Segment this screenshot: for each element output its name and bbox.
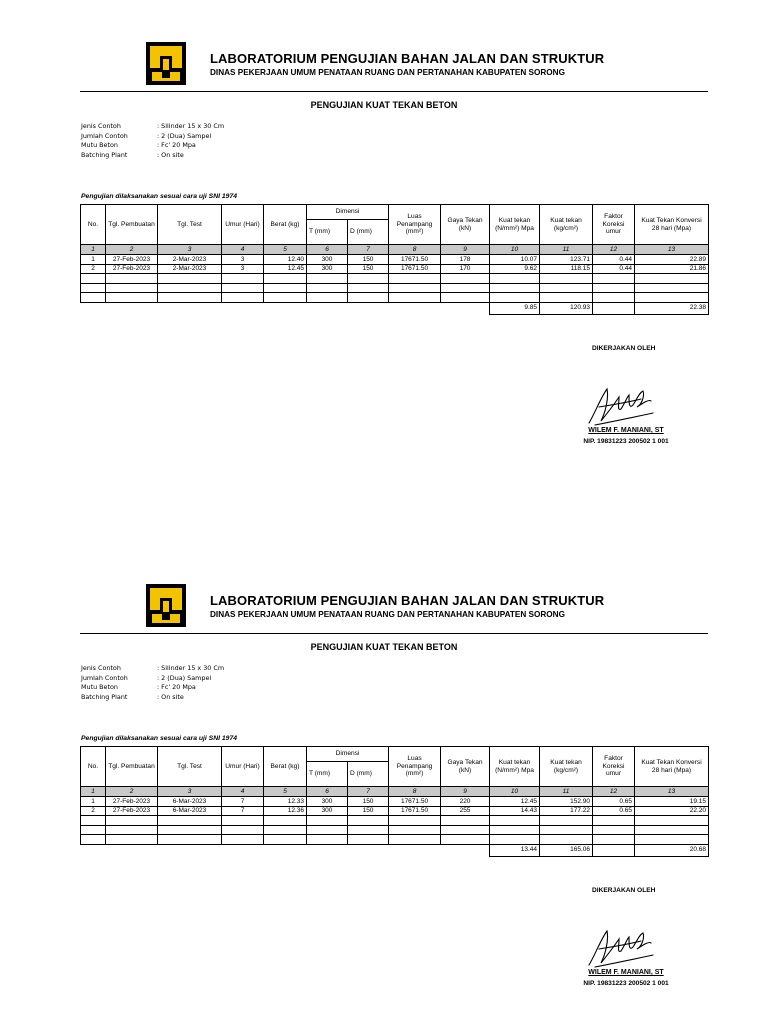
empty-cell bbox=[348, 835, 389, 845]
table-cell: 21.86 bbox=[635, 264, 709, 274]
column-number: 12 bbox=[593, 245, 635, 255]
table-cell: 3 bbox=[222, 264, 264, 274]
empty-cell bbox=[264, 816, 307, 826]
table-row bbox=[81, 797, 709, 807]
empty-cell bbox=[81, 293, 106, 303]
info-value: : 2 (Dua) Sampel bbox=[157, 131, 212, 140]
column-number: 1 bbox=[81, 245, 106, 255]
info-label: Mutu Beton bbox=[81, 683, 118, 691]
info-row bbox=[81, 141, 224, 151]
col-header-konversi: Kuat Tekan Konversi 28 hari (Mpa) bbox=[635, 747, 709, 787]
table-cell: 7 bbox=[222, 806, 264, 816]
total-kuat-kg: 165.06 bbox=[540, 844, 593, 856]
table-row-empty bbox=[81, 835, 709, 845]
empty-cell bbox=[264, 283, 307, 293]
empty-cell bbox=[540, 293, 593, 303]
empty-cell bbox=[158, 825, 222, 835]
table-cell: 2 bbox=[81, 806, 106, 816]
empty-cell bbox=[441, 274, 490, 284]
table-cell: 152.90 bbox=[540, 797, 593, 807]
col-header-tgl-test: Tgl. Test bbox=[158, 747, 222, 787]
info-value: : Fc' 20 Mpa bbox=[157, 683, 196, 691]
table-row-empty bbox=[81, 274, 709, 284]
column-number: 6 bbox=[307, 787, 348, 797]
table-cell: 118.15 bbox=[540, 264, 593, 274]
col-header-tgl-pembuatan: Tgl. Pembuatan bbox=[106, 747, 158, 787]
empty-cell bbox=[264, 825, 307, 835]
table-cell: 22.20 bbox=[635, 806, 709, 816]
table-cell: 170 bbox=[441, 264, 490, 274]
info-label: Batching Plant bbox=[81, 692, 128, 701]
empty-cell bbox=[307, 293, 348, 303]
column-number: 11 bbox=[540, 245, 593, 255]
empty-cell bbox=[490, 283, 540, 293]
empty-cell bbox=[389, 816, 441, 826]
empty-cell bbox=[490, 293, 540, 303]
empty-cell bbox=[348, 816, 389, 826]
total-kuat-kg: 120.93 bbox=[540, 302, 593, 314]
header-divider bbox=[80, 633, 708, 634]
table-cell: 12.33 bbox=[264, 797, 307, 807]
prepared-by-label: DIKERJAKAN OLEH bbox=[592, 887, 656, 894]
col-header-kuat-kg: Kuat tekan (kg/cm²) bbox=[540, 747, 593, 787]
column-number: 4 bbox=[222, 787, 264, 797]
empty-cell bbox=[635, 274, 709, 284]
col-header-gaya: Gaya Tekan (kN) bbox=[441, 747, 490, 787]
table-cell: 19.15 bbox=[635, 797, 709, 807]
col-header-kuat-nmm: Kuat tekan (N/mm²) Mpa bbox=[490, 747, 540, 787]
table-cell: 12.36 bbox=[264, 806, 307, 816]
signature-image bbox=[585, 383, 655, 427]
pu-logo-icon bbox=[146, 584, 186, 627]
empty-cell bbox=[540, 835, 593, 845]
empty-cell bbox=[307, 274, 348, 284]
empty-cell bbox=[264, 835, 307, 845]
table-cell: 27-Feb-2023 bbox=[106, 797, 158, 807]
table-cell: 0.65 bbox=[593, 797, 635, 807]
empty-cell bbox=[307, 283, 348, 293]
empty-cell bbox=[222, 816, 264, 826]
empty-cell bbox=[540, 825, 593, 835]
sample-info bbox=[81, 122, 224, 160]
col-header-umur: Umur (Hari) bbox=[222, 205, 264, 245]
empty-cell bbox=[441, 816, 490, 826]
empty-cell bbox=[389, 283, 441, 293]
header-divider bbox=[80, 91, 708, 92]
table-cell: 1 bbox=[81, 797, 106, 807]
col-header-konversi: Kuat Tekan Konversi 28 hari (Mpa) bbox=[635, 205, 709, 245]
table-cell: 2 bbox=[81, 264, 106, 274]
table-cell: 6-Mar-2023 bbox=[158, 797, 222, 807]
empty-cell bbox=[635, 283, 709, 293]
column-number: 13 bbox=[635, 787, 709, 797]
prepared-by-label: DIKERJAKAN OLEH bbox=[592, 345, 656, 352]
table-row bbox=[81, 264, 709, 274]
info-row bbox=[81, 132, 224, 142]
empty-cell bbox=[593, 274, 635, 284]
info-row bbox=[81, 664, 224, 674]
empty-cell bbox=[593, 816, 635, 826]
column-number: 1 bbox=[81, 787, 106, 797]
table-cell: 12.45 bbox=[490, 797, 540, 807]
empty-cell bbox=[348, 283, 389, 293]
empty-cell bbox=[635, 293, 709, 303]
empty-cell bbox=[540, 816, 593, 826]
col-header-t: T (mm) bbox=[307, 220, 348, 245]
empty-cell bbox=[106, 816, 158, 826]
col-header-dimensi: Dimensi bbox=[307, 205, 389, 220]
column-number: 10 bbox=[490, 787, 540, 797]
col-header-luas: Luas Penampang (mm²) bbox=[389, 205, 441, 245]
table-cell: 300 bbox=[307, 255, 348, 265]
empty-cell bbox=[441, 825, 490, 835]
empty-cell bbox=[441, 835, 490, 845]
col-header-t: T (mm) bbox=[307, 762, 348, 787]
info-row bbox=[81, 693, 224, 703]
column-number: 6 bbox=[307, 245, 348, 255]
empty-cell bbox=[490, 825, 540, 835]
empty-cell bbox=[158, 293, 222, 303]
test-standard-note: Pengujian dilaksanakan sesuai cara uji SNI 1974 bbox=[81, 735, 238, 742]
col-header-kuat-kg: Kuat tekan (kg/cm²) bbox=[540, 205, 593, 245]
table-cell: 12.45 bbox=[264, 264, 307, 274]
empty-cell bbox=[389, 274, 441, 284]
empty-cell bbox=[593, 825, 635, 835]
table-cell: 17671.50 bbox=[389, 264, 441, 274]
table-row-empty bbox=[81, 825, 709, 835]
info-row bbox=[81, 151, 224, 161]
report-section bbox=[0, 542, 768, 1024]
info-label: Batching Plant bbox=[81, 150, 128, 159]
info-row bbox=[81, 674, 224, 684]
total-kuat-nmm: 13.44 bbox=[490, 844, 540, 856]
col-header-dimensi: Dimensi bbox=[307, 747, 389, 762]
totals-row bbox=[81, 844, 709, 856]
column-number: 11 bbox=[540, 787, 593, 797]
empty-cell bbox=[222, 283, 264, 293]
table-row-empty bbox=[81, 293, 709, 303]
pu-logo-icon bbox=[146, 42, 186, 85]
column-number-row bbox=[81, 245, 709, 255]
column-number: 2 bbox=[106, 787, 158, 797]
column-number: 3 bbox=[158, 245, 222, 255]
col-header-no: No. bbox=[81, 747, 106, 787]
table-cell: 1 bbox=[81, 255, 106, 265]
col-header-luas: Luas Penampang (mm²) bbox=[389, 747, 441, 787]
col-header-faktor: Faktor Koreksi umur bbox=[593, 747, 635, 787]
info-value: : On site bbox=[157, 692, 184, 701]
table-cell: 17671.50 bbox=[389, 797, 441, 807]
lab-subtitle: DINAS PEKERJAAN UMUM PENATAAN RUANG DAN PERTANAHAN KABUPATEN SORONG bbox=[210, 610, 565, 619]
empty-cell bbox=[264, 274, 307, 284]
column-number: 10 bbox=[490, 245, 540, 255]
column-number: 8 bbox=[389, 245, 441, 255]
table-cell: 17671.50 bbox=[389, 255, 441, 265]
empty-cell bbox=[222, 274, 264, 284]
total-konversi: 20.68 bbox=[635, 844, 709, 856]
table-cell: 150 bbox=[348, 255, 389, 265]
empty-cell bbox=[264, 293, 307, 303]
info-row bbox=[81, 683, 224, 693]
empty-cell bbox=[106, 835, 158, 845]
empty-cell bbox=[106, 283, 158, 293]
col-header-kuat-nmm: Kuat tekan (N/mm²) Mpa bbox=[490, 205, 540, 245]
column-number: 5 bbox=[264, 787, 307, 797]
col-header-berat: Berat (kg) bbox=[264, 747, 307, 787]
empty-cell bbox=[389, 825, 441, 835]
info-label: Mutu Beton bbox=[81, 141, 118, 149]
empty-cell bbox=[106, 293, 158, 303]
empty-cell bbox=[348, 293, 389, 303]
empty-cell bbox=[222, 835, 264, 845]
table-cell: 10.07 bbox=[490, 255, 540, 265]
sample-info bbox=[81, 664, 224, 702]
table-cell: 9.62 bbox=[490, 264, 540, 274]
table-cell: 22.89 bbox=[635, 255, 709, 265]
column-number: 4 bbox=[222, 245, 264, 255]
empty-cell bbox=[441, 293, 490, 303]
table-row bbox=[81, 255, 709, 265]
table-cell: 123.71 bbox=[540, 255, 593, 265]
table-cell: 0.44 bbox=[593, 255, 635, 265]
test-standard-note: Pengujian dilaksanakan sesuai cara uji SNI 1974 bbox=[81, 193, 238, 200]
lab-title: LABORATORIUM PENGUJIAN BAHAN JALAN DAN STRUKTUR bbox=[210, 51, 605, 66]
table-cell: 177.22 bbox=[540, 806, 593, 816]
empty-cell bbox=[222, 825, 264, 835]
table-cell: 6-Mar-2023 bbox=[158, 806, 222, 816]
empty-cell bbox=[158, 835, 222, 845]
empty-cell bbox=[81, 283, 106, 293]
column-number: 2 bbox=[106, 245, 158, 255]
table-cell: 150 bbox=[348, 797, 389, 807]
table-cell: 27-Feb-2023 bbox=[106, 255, 158, 265]
empty-cell bbox=[307, 816, 348, 826]
table-cell: 300 bbox=[307, 797, 348, 807]
table-cell: 0.65 bbox=[593, 806, 635, 816]
info-value: : Silinder 15 x 30 Cm bbox=[157, 664, 225, 672]
table-row bbox=[81, 806, 709, 816]
empty-cell bbox=[158, 274, 222, 284]
table-cell: 178 bbox=[441, 255, 490, 265]
table-cell: 220 bbox=[441, 797, 490, 807]
table-cell: 255 bbox=[441, 806, 490, 816]
empty-cell bbox=[540, 274, 593, 284]
col-header-d: D (mm) bbox=[348, 220, 389, 245]
table-cell: 0.44 bbox=[593, 264, 635, 274]
table-row-empty bbox=[81, 816, 709, 826]
column-number: 7 bbox=[348, 787, 389, 797]
col-header-tgl-pembuatan: Tgl. Pembuatan bbox=[106, 205, 158, 245]
signatory-nip: NIP. 19831223 200502 1 001 bbox=[583, 980, 669, 987]
empty-cell bbox=[490, 274, 540, 284]
column-number: 13 bbox=[635, 245, 709, 255]
empty-cell bbox=[307, 835, 348, 845]
table-cell: 7 bbox=[222, 797, 264, 807]
col-header-gaya: Gaya Tekan (kN) bbox=[441, 205, 490, 245]
doc-title: PENGUJIAN KUAT TEKAN BETON bbox=[310, 100, 458, 110]
table-row-empty bbox=[81, 283, 709, 293]
signatory-name: WILEM F. MANIANI, ST bbox=[588, 427, 664, 434]
empty-cell bbox=[490, 835, 540, 845]
total-kuat-nmm: 9.85 bbox=[490, 302, 540, 314]
table-cell: 2-Mar-2023 bbox=[158, 255, 222, 265]
info-label: Jumlah Contoh bbox=[81, 673, 128, 682]
empty-cell bbox=[389, 835, 441, 845]
column-number: 12 bbox=[593, 787, 635, 797]
info-value: : On site bbox=[157, 150, 184, 159]
column-number: 3 bbox=[158, 787, 222, 797]
info-value: : 2 (Dua) Sampel bbox=[157, 673, 212, 682]
table-cell: 12.40 bbox=[264, 255, 307, 265]
test-results-table bbox=[80, 204, 709, 315]
totals-row bbox=[81, 302, 709, 314]
empty-cell bbox=[81, 825, 106, 835]
lab-subtitle: DINAS PEKERJAAN UMUM PENATAAN RUANG DAN PERTANAHAN KABUPATEN SORONG bbox=[210, 68, 565, 77]
table-cell: 300 bbox=[307, 806, 348, 816]
col-header-berat: Berat (kg) bbox=[264, 205, 307, 245]
table-cell: 27-Feb-2023 bbox=[106, 264, 158, 274]
info-value: : Fc' 20 Mpa bbox=[157, 141, 196, 149]
table-cell: 2-Mar-2023 bbox=[158, 264, 222, 274]
empty-cell bbox=[593, 283, 635, 293]
signatory-name: WILEM F. MANIANI, ST bbox=[588, 969, 664, 976]
table-cell: 150 bbox=[348, 264, 389, 274]
signature-image bbox=[585, 925, 655, 969]
col-header-tgl-test: Tgl. Test bbox=[158, 205, 222, 245]
total-konversi: 22.38 bbox=[635, 302, 709, 314]
table-cell: 14.43 bbox=[490, 806, 540, 816]
empty-cell bbox=[81, 274, 106, 284]
empty-cell bbox=[593, 293, 635, 303]
empty-cell bbox=[307, 825, 348, 835]
empty-cell bbox=[635, 816, 709, 826]
empty-cell bbox=[106, 274, 158, 284]
doc-title: PENGUJIAN KUAT TEKAN BETON bbox=[310, 642, 458, 652]
column-number: 5 bbox=[264, 245, 307, 255]
info-label: Jumlah Contoh bbox=[81, 131, 128, 140]
table-cell: 27-Feb-2023 bbox=[106, 806, 158, 816]
column-number: 9 bbox=[441, 787, 490, 797]
empty-cell bbox=[635, 835, 709, 845]
col-header-faktor: Faktor Koreksi umur bbox=[593, 205, 635, 245]
col-header-umur: Umur (Hari) bbox=[222, 747, 264, 787]
empty-cell bbox=[348, 274, 389, 284]
signatory-nip: NIP. 19831223 200502 1 001 bbox=[583, 438, 669, 445]
empty-cell bbox=[81, 816, 106, 826]
column-number-row bbox=[81, 787, 709, 797]
col-header-d: D (mm) bbox=[348, 762, 389, 787]
empty-cell bbox=[158, 816, 222, 826]
table-cell: 300 bbox=[307, 264, 348, 274]
empty-cell bbox=[222, 293, 264, 303]
empty-cell bbox=[158, 283, 222, 293]
info-row bbox=[81, 122, 224, 132]
column-number: 7 bbox=[348, 245, 389, 255]
empty-cell bbox=[441, 283, 490, 293]
lab-title: LABORATORIUM PENGUJIAN BAHAN JALAN DAN STRUKTUR bbox=[210, 593, 605, 608]
column-number: 9 bbox=[441, 245, 490, 255]
empty-cell bbox=[593, 835, 635, 845]
col-header-no: No. bbox=[81, 205, 106, 245]
empty-cell bbox=[106, 825, 158, 835]
empty-cell bbox=[490, 816, 540, 826]
table-cell: 150 bbox=[348, 806, 389, 816]
empty-cell bbox=[81, 835, 106, 845]
test-results-table bbox=[80, 746, 709, 857]
table-cell: 3 bbox=[222, 255, 264, 265]
table-cell: 17671.50 bbox=[389, 806, 441, 816]
info-label: Jenis Contoh bbox=[81, 122, 121, 130]
empty-cell bbox=[389, 293, 441, 303]
info-label: Jenis Contoh bbox=[81, 664, 121, 672]
empty-cell bbox=[635, 825, 709, 835]
info-value: : Silinder 15 x 30 Cm bbox=[157, 122, 225, 130]
column-number: 8 bbox=[389, 787, 441, 797]
empty-cell bbox=[348, 825, 389, 835]
empty-cell bbox=[540, 283, 593, 293]
